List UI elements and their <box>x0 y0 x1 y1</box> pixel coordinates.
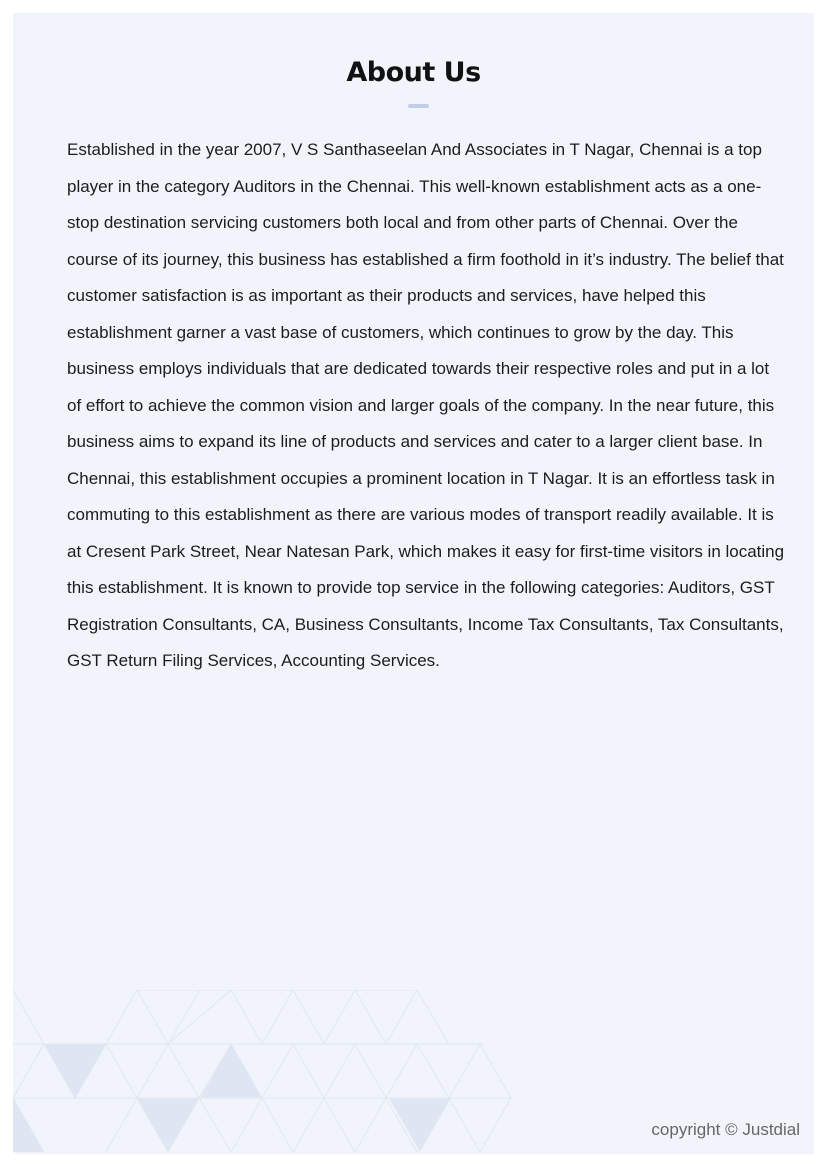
title-underline <box>408 104 429 108</box>
copyright-footer: copyright © Justdial <box>651 1120 800 1139</box>
page-title: About Us <box>346 57 481 88</box>
document-page <box>13 13 814 1154</box>
about-paragraph: Established in the year 2007, V S Santhaseelan And Associates in T Nagar, Chennai is a top player in the category Auditors in the Chennai. This well-known establishment acts as a one-stop destination servicing customers both local and from other parts of Chennai. Over the course of its journey, this business has established a firm foothold in it’s industry. The belief that customer satisfaction is as important as their products and services, have helped this establishment garner a vast base of customers, which continues to grow by the day. This business employs individuals that are dedicated towards their respective roles and put in a lot of effort to achieve the common vision and larger goals of the company. In the near future, this business aims to expand its line of products and services and cater to a larger client base. In Chennai, this establishment occupies a prominent location in T Nagar. It is an effortless task in commuting to this establishment as there are various modes of transport readily available. It is at Cresent Park Street, Near Natesan Park, which makes it easy for first-time visitors in locating this establishment. It is known to provide top service in the following categories: Auditors, GST Registration Consultants, CA, Business Consultants, Income Tax Consultants, Tax Consultants, GST Return Filing Services, Accounting Services. <box>67 140 785 670</box>
triangle-pattern-decoration <box>13 990 523 1154</box>
